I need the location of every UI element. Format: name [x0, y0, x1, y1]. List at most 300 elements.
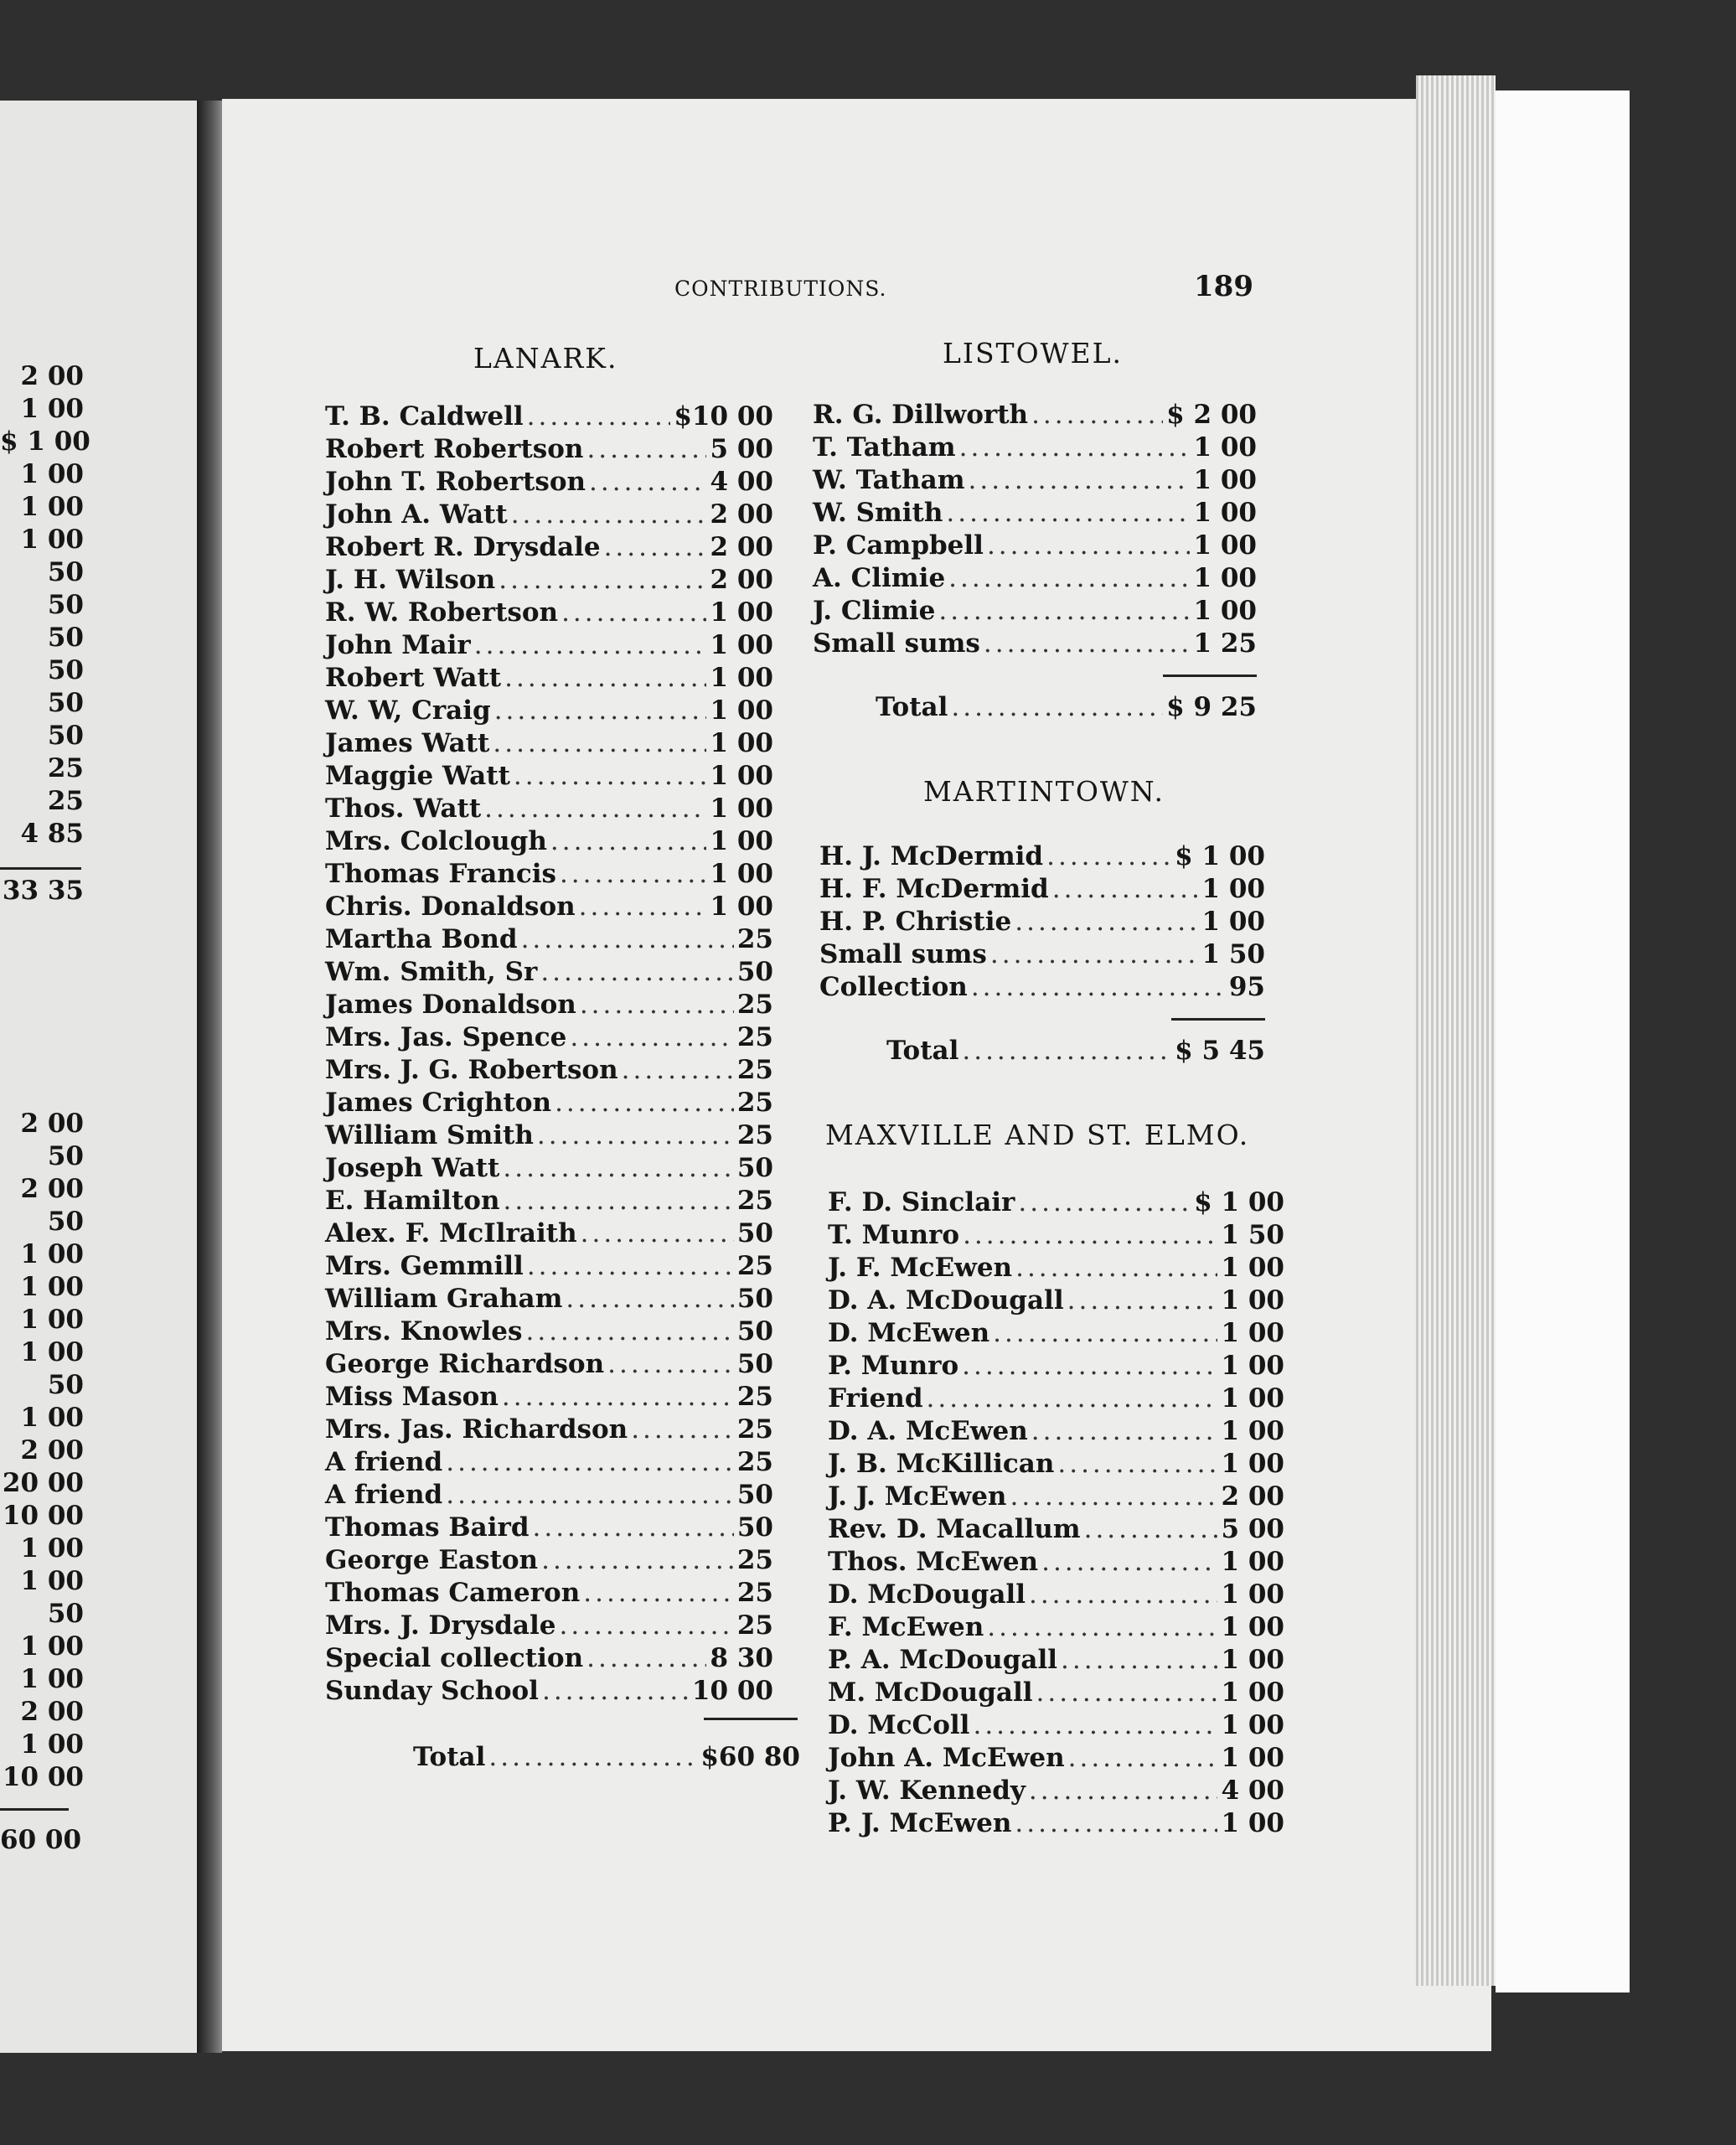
contribution-entry: [325, 1283, 773, 1315]
contribution-amount: 1 50: [1201, 939, 1265, 969]
contribution-amount: 1 00: [1221, 1743, 1284, 1773]
contribution-amount: 1 00: [1221, 1579, 1284, 1610]
background-strip: [1496, 90, 1630, 1993]
contribution-amount: 1 00: [1221, 1808, 1284, 1838]
contribution-amount: 25: [736, 1186, 773, 1216]
contribution-amount: 50: [736, 1316, 773, 1346]
contributor-name: D. A. McDougall: [828, 1285, 1064, 1315]
leader-dots: [446, 1446, 734, 1479]
contribution-amount: 1 00: [1221, 1285, 1284, 1315]
contributor-name: Joseph Watt: [325, 1153, 500, 1183]
contribution-amount: 1 00: [710, 630, 773, 660]
contributor-name: Chris. Donaldson: [325, 892, 576, 922]
contributor-name: P. A. McDougall: [828, 1645, 1058, 1675]
left-page-amount: 50: [47, 623, 84, 653]
leader-dots: [525, 1315, 733, 1348]
leader-dots: [1057, 1448, 1217, 1481]
left-page-amount: 1 00: [20, 1566, 84, 1596]
contribution-amount: 25: [736, 1545, 773, 1575]
contributor-name: E. Hamilton: [325, 1186, 500, 1216]
listowel-total-label: Total: [876, 692, 948, 722]
leader-dots: [581, 1217, 734, 1250]
contributor-name: James Donaldson: [325, 990, 576, 1020]
leader-dots: [1036, 1677, 1218, 1709]
contributor-name: Robert Watt: [325, 663, 502, 693]
left-page-total-top: 33 35: [2, 876, 84, 906]
leader-dots: [1031, 399, 1163, 432]
leader-dots: [622, 1054, 734, 1087]
contribution-amount: 2 00: [1221, 1481, 1284, 1512]
contribution-amount: 1 25: [1193, 628, 1257, 659]
contribution-amount: $ 1 00: [1175, 841, 1265, 871]
contribution-entry: [325, 1381, 773, 1414]
contribution-amount: $10 00: [674, 401, 773, 432]
leader-dots: [499, 564, 706, 597]
contribution-entry: [325, 1577, 773, 1610]
contributor-name: W. Tatham: [813, 465, 965, 495]
leader-dots: [537, 1119, 734, 1152]
contribution-amount: 1 00: [710, 859, 773, 889]
contribution-entry: [813, 497, 1257, 530]
leader-dots: [1015, 906, 1198, 938]
lanark-total-label: Total: [413, 1742, 486, 1772]
leader-dots: [962, 1350, 1217, 1383]
contributor-name: J. Climie: [813, 596, 936, 626]
contributor-name: F. D. Sinclair: [828, 1187, 1015, 1217]
leader-dots: [1052, 873, 1199, 906]
contribution-amount: 10 00: [691, 1676, 773, 1706]
contribution-entry: [325, 1446, 773, 1479]
contribution-entry: [828, 1448, 1284, 1481]
contribution-entry: [325, 923, 773, 956]
contributor-name: A friend: [325, 1480, 443, 1510]
leader-dots: [583, 1577, 734, 1610]
contribution-amount: 25: [736, 1414, 773, 1445]
contribution-amount: 1 00: [1193, 465, 1257, 495]
contribution-entry: [813, 595, 1257, 628]
contribution-entry: [828, 1350, 1284, 1383]
leader-dots: [1068, 1742, 1218, 1775]
contribution-amount: 1 00: [710, 826, 773, 856]
left-page-amount: 2 00: [20, 1174, 84, 1204]
contribution-entry: [813, 530, 1257, 562]
contribution-amount: 50: [736, 1218, 773, 1248]
leader-dots: [962, 1035, 1171, 1067]
contribution-entry: [325, 1642, 773, 1675]
contribution-amount: 50: [736, 957, 773, 987]
leader-dots: [946, 497, 1190, 530]
contribution-entry: [828, 1186, 1284, 1219]
contribution-entry: [325, 499, 773, 531]
contribution-entry: [813, 432, 1257, 464]
contributor-name: Mrs. J. Drysdale: [325, 1610, 556, 1641]
contribution-entry: [325, 1054, 773, 1087]
left-page-amount: 4 85: [20, 819, 84, 849]
contribution-amount: 5 00: [1221, 1514, 1284, 1544]
leader-dots: [494, 695, 707, 727]
contribution-amount: 4 00: [1221, 1775, 1284, 1806]
leader-dots: [560, 858, 707, 891]
contributor-name: Thos. McEwen: [828, 1547, 1039, 1577]
contribution-entry: [325, 891, 773, 923]
contribution-entry: [325, 1348, 773, 1381]
leader-dots: [1029, 1775, 1218, 1807]
martintown-total-label: Total: [886, 1036, 959, 1066]
contribution-entry: [325, 1479, 773, 1512]
lanark-total-row: [413, 1741, 800, 1774]
leader-dots: [586, 433, 706, 466]
contributor-name: Mrs. Colclough: [325, 826, 547, 856]
left-page-amount: 1 00: [20, 1631, 84, 1662]
left-page-amount: 1 00: [20, 1239, 84, 1269]
page-number: 189: [1194, 270, 1253, 303]
contribution-entry: [828, 1775, 1284, 1807]
contributor-name: Small sums: [819, 939, 987, 969]
leader-dots: [579, 891, 707, 923]
contributor-name: P. Campbell: [813, 530, 984, 561]
leader-dots: [542, 1675, 689, 1708]
contribution-entry: [325, 1250, 773, 1283]
contribution-entry: [819, 906, 1265, 938]
contributor-name: Robert Robertson: [325, 434, 584, 464]
contribution-amount: 8 30: [710, 1643, 773, 1673]
contribution-amount: 1 00: [710, 761, 773, 791]
leader-dots: [527, 401, 671, 433]
page-edges: [1416, 75, 1496, 1986]
contribution-amount: 1 00: [1201, 907, 1265, 937]
left-page-amount: 1 00: [20, 1664, 84, 1694]
contribution-amount: 2 00: [710, 565, 773, 595]
leader-dots: [984, 628, 1191, 660]
left-page-amount: 50: [47, 721, 84, 751]
contribution-entry: [325, 662, 773, 695]
maxville-list: [828, 1186, 1284, 1840]
contributor-name: H. P. Christie: [819, 907, 1012, 937]
contribution-entry: [325, 727, 773, 760]
contributor-name: Small sums: [813, 628, 980, 659]
contribution-amount: 5 00: [710, 434, 773, 464]
listowel-list: [813, 399, 1257, 660]
contributor-name: R. G. Dillworth: [813, 400, 1029, 430]
leader-dots: [474, 629, 707, 662]
leader-dots: [550, 825, 707, 858]
contribution-entry: [813, 562, 1257, 595]
contributor-name: James Watt: [325, 728, 490, 758]
section-title-maxville: MAXVILLE AND ST. ELMO.: [825, 1119, 1250, 1151]
listowel-total-amount: $ 9 25: [1166, 692, 1257, 722]
contribution-amount: 25: [736, 924, 773, 954]
martintown-total-rule: [1171, 1018, 1265, 1021]
leader-dots: [1046, 840, 1171, 873]
contribution-amount: 1 00: [710, 728, 773, 758]
contribution-amount: 50: [736, 1284, 773, 1314]
contribution-amount: 1 00: [1201, 874, 1265, 904]
contributor-name: H. F. McDermid: [819, 874, 1049, 904]
contribution-entry: [828, 1317, 1284, 1350]
contributor-name: Alex. F. McIlraith: [325, 1218, 577, 1248]
contribution-entry: [325, 1119, 773, 1152]
contribution-amount: 4 00: [710, 467, 773, 497]
leader-dots: [631, 1414, 734, 1446]
contributor-name: Thomas Francis: [325, 859, 556, 889]
contributor-name: Mrs. J. G. Robertson: [325, 1055, 618, 1085]
leader-dots: [586, 1642, 706, 1675]
contributor-name: A. Climie: [813, 563, 946, 593]
contributor-name: P. J. McEwen: [828, 1808, 1012, 1838]
contribution-amount: 25: [736, 1447, 773, 1477]
contributor-name: W. Smith: [813, 498, 943, 528]
contribution-amount: 50: [736, 1349, 773, 1379]
leader-dots: [969, 464, 1191, 497]
contributor-name: H. J. McDermid: [819, 841, 1044, 871]
left-page-amount: 1 00: [20, 394, 84, 424]
leader-dots: [503, 1152, 733, 1185]
contribution-entry: [813, 399, 1257, 432]
leader-dots: [927, 1383, 1218, 1415]
contributor-name: J. W. Kennedy: [828, 1775, 1026, 1806]
leader-dots: [503, 1185, 733, 1217]
contribution-amount: 25: [736, 990, 773, 1020]
contribution-entry: [819, 938, 1265, 971]
contributor-name: T. Munro: [828, 1220, 960, 1250]
contributor-name: Miss Mason: [325, 1382, 499, 1412]
contributor-name: Collection: [819, 972, 968, 1002]
leader-dots: [951, 691, 1163, 724]
left-page-amount: 10 00: [2, 1501, 84, 1531]
contribution-entry: [325, 1414, 773, 1446]
left-page-amount: 1 00: [20, 525, 84, 555]
leader-dots: [1061, 1644, 1217, 1677]
leader-dots: [993, 1317, 1217, 1350]
contribution-entry: [828, 1677, 1284, 1709]
contribution-entry: [828, 1579, 1284, 1611]
contribution-entry: [819, 840, 1265, 873]
contribution-entry: [325, 1185, 773, 1217]
leader-dots: [1029, 1579, 1218, 1611]
contributor-name: George Easton: [325, 1545, 539, 1575]
contribution-amount: 1 00: [1221, 1351, 1284, 1381]
contributor-name: R. W. Robertson: [325, 597, 559, 628]
contributor-name: Mrs. Jas. Spence: [325, 1022, 567, 1052]
contribution-amount: 1 00: [1221, 1710, 1284, 1740]
left-page-amount: 50: [47, 1207, 84, 1237]
left-page-amount: 1 00: [20, 1403, 84, 1433]
contribution-entry: [828, 1807, 1284, 1840]
contributor-name: Mrs. Knowles: [325, 1316, 523, 1346]
contribution-amount: 2 00: [710, 532, 773, 562]
left-page-amount: 50: [47, 557, 84, 587]
contributor-name: James Crighton: [325, 1088, 552, 1118]
contribution-entry: [325, 401, 773, 433]
contribution-entry: [325, 1087, 773, 1119]
lanark-total-amount: $60 80: [700, 1742, 800, 1772]
section-title-listowel: LISTOWEL.: [943, 337, 1124, 370]
contribution-amount: 1 00: [1221, 1547, 1284, 1577]
leader-dots: [990, 938, 1199, 971]
left-page-amount: 1 00: [20, 1533, 84, 1564]
leader-dots: [948, 562, 1190, 595]
left-page-amount: 1 00: [20, 1729, 84, 1760]
leader-dots: [1067, 1284, 1218, 1317]
leader-dots: [566, 1283, 733, 1315]
contributor-name: Martha Bond: [325, 924, 518, 954]
contributor-name: F. McEwen: [828, 1612, 984, 1642]
contribution-amount: 1 00: [1221, 1612, 1284, 1642]
contributor-name: George Richardson: [325, 1349, 605, 1379]
left-page-amount: 2 00: [20, 1435, 84, 1465]
contributor-name: J. B. McKillican: [828, 1449, 1055, 1479]
contribution-amount: 1 00: [710, 663, 773, 693]
left-page-amount: 50: [47, 590, 84, 620]
leader-dots: [987, 530, 1191, 562]
contribution-amount: 1 00: [1221, 1416, 1284, 1446]
leader-dots: [514, 760, 707, 793]
leader-dots: [555, 1087, 734, 1119]
martintown-total-row: [886, 1035, 1265, 1067]
left-page-amount: $ 1 00: [0, 426, 90, 457]
leader-dots: [511, 499, 707, 531]
book-gutter: [197, 101, 222, 2053]
contribution-amount: 2 00: [710, 499, 773, 530]
contribution-amount: 1 00: [1193, 563, 1257, 593]
contributor-name: M. McDougall: [828, 1677, 1033, 1708]
contribution-entry: [828, 1252, 1284, 1284]
contribution-entry: [325, 1675, 773, 1708]
contributor-name: Sunday School: [325, 1676, 539, 1706]
leader-dots: [1031, 1415, 1218, 1448]
left-page-amount: 1 00: [20, 492, 84, 522]
contribution-entry: [325, 825, 773, 858]
leader-dots: [559, 1610, 733, 1642]
left-page-amount: 2 00: [20, 1697, 84, 1727]
left-page-rule-bottom: [0, 1808, 69, 1811]
contribution-entry: [325, 1152, 773, 1185]
contribution-amount: 1 00: [710, 892, 773, 922]
contribution-amount: 50: [736, 1512, 773, 1543]
contribution-amount: 1 00: [1221, 1645, 1284, 1675]
contributor-name: T. B. Caldwell: [325, 401, 524, 432]
contribution-amount: 1 00: [1221, 1449, 1284, 1479]
contribution-amount: 1 00: [1193, 596, 1257, 626]
left-page-amount: 50: [47, 655, 84, 685]
running-head: CONTRIBUTIONS.: [674, 277, 887, 301]
leader-dots: [570, 1021, 733, 1054]
leader-dots: [504, 662, 706, 695]
leader-dots: [1015, 1252, 1217, 1284]
leader-dots: [493, 727, 706, 760]
contribution-amount: 1 00: [1221, 1253, 1284, 1283]
leader-dots: [446, 1479, 734, 1512]
listowel-total-rule: [1163, 675, 1257, 677]
contribution-entry: [819, 971, 1265, 1004]
contribution-entry: [325, 564, 773, 597]
contributor-name: Wm. Smith, Sr: [325, 957, 538, 987]
leader-dots: [959, 432, 1191, 464]
contributor-name: Thomas Baird: [325, 1512, 530, 1543]
contributor-name: John Mair: [325, 630, 471, 660]
left-page-amount: 25: [47, 786, 84, 816]
contribution-entry: [828, 1481, 1284, 1513]
contribution-entry: [325, 1217, 773, 1250]
left-page-amount: 50: [47, 1141, 84, 1171]
contributor-name: D. McColl: [828, 1710, 970, 1740]
leader-dots: [1084, 1513, 1218, 1546]
left-page-amount: 2 00: [20, 1109, 84, 1139]
contribution-amount: 25: [736, 1088, 773, 1118]
contributor-name: J. F. McEwen: [828, 1253, 1013, 1283]
contribution-entry: [325, 433, 773, 466]
contribution-entry: [828, 1284, 1284, 1317]
contributor-name: Mrs. Gemmill: [325, 1251, 524, 1281]
contributor-name: Thos. Watt: [325, 793, 482, 824]
contribution-amount: $ 1 00: [1194, 1187, 1284, 1217]
left-page-amount: 1 00: [20, 1272, 84, 1302]
contributor-name: A friend: [325, 1447, 443, 1477]
contribution-entry: [813, 464, 1257, 497]
contributor-name: W. W, Craig: [325, 695, 491, 726]
contribution-amount: 1 00: [710, 793, 773, 824]
contribution-amount: 25: [736, 1120, 773, 1150]
contribution-entry: [325, 629, 773, 662]
contribution-amount: 1 00: [1221, 1677, 1284, 1708]
contributor-name: Rev. D. Macallum: [828, 1514, 1081, 1544]
contributor-name: Mrs. Jas. Richardson: [325, 1414, 628, 1445]
contribution-amount: 1 00: [1193, 530, 1257, 561]
contributor-name: P. Munro: [828, 1351, 959, 1381]
left-page-amount: 1 00: [20, 1305, 84, 1335]
lanark-list: [325, 401, 773, 1708]
leader-dots: [561, 597, 706, 629]
contribution-amount: 25: [736, 1251, 773, 1281]
contribution-entry: [325, 1315, 773, 1348]
leader-dots: [973, 1709, 1217, 1742]
contribution-entry: [325, 989, 773, 1021]
contribution-entry: [325, 1544, 773, 1577]
contribution-entry: [325, 956, 773, 989]
leader-dots: [533, 1512, 734, 1544]
contributor-name: T. Tatham: [813, 432, 956, 463]
left-page-amount: 50: [47, 688, 84, 718]
contribution-amount: 50: [736, 1153, 773, 1183]
contributor-name: John T. Robertson: [325, 467, 586, 497]
left-page-amount: 50: [47, 1599, 84, 1629]
leader-dots: [589, 466, 706, 499]
leader-dots: [484, 793, 706, 825]
contribution-entry: [819, 873, 1265, 906]
contribution-entry: [828, 1644, 1284, 1677]
leader-dots: [1018, 1186, 1191, 1219]
contributor-name: D. A. McEwen: [828, 1416, 1028, 1446]
left-page-amount: 25: [47, 753, 84, 783]
leader-dots: [1041, 1546, 1217, 1579]
leader-dots: [963, 1219, 1217, 1252]
leader-dots: [987, 1611, 1217, 1644]
left-page-amount: 2 00: [20, 361, 84, 391]
contribution-entry: [828, 1709, 1284, 1742]
leader-dots: [938, 595, 1190, 628]
contribution-amount: 25: [736, 1610, 773, 1641]
left-page-total-bottom: 60 00: [0, 1825, 82, 1855]
leader-dots: [488, 1741, 697, 1774]
contribution-amount: 1 00: [1193, 498, 1257, 528]
contributor-name: William Smith: [325, 1120, 534, 1150]
contributor-name: John A. McEwen: [828, 1743, 1065, 1773]
contribution-entry: [828, 1611, 1284, 1644]
contribution-amount: 1 50: [1221, 1220, 1284, 1250]
left-page-amount: 1 00: [20, 1337, 84, 1367]
contribution-amount: 50: [736, 1480, 773, 1510]
martintown-list: [819, 840, 1265, 1004]
